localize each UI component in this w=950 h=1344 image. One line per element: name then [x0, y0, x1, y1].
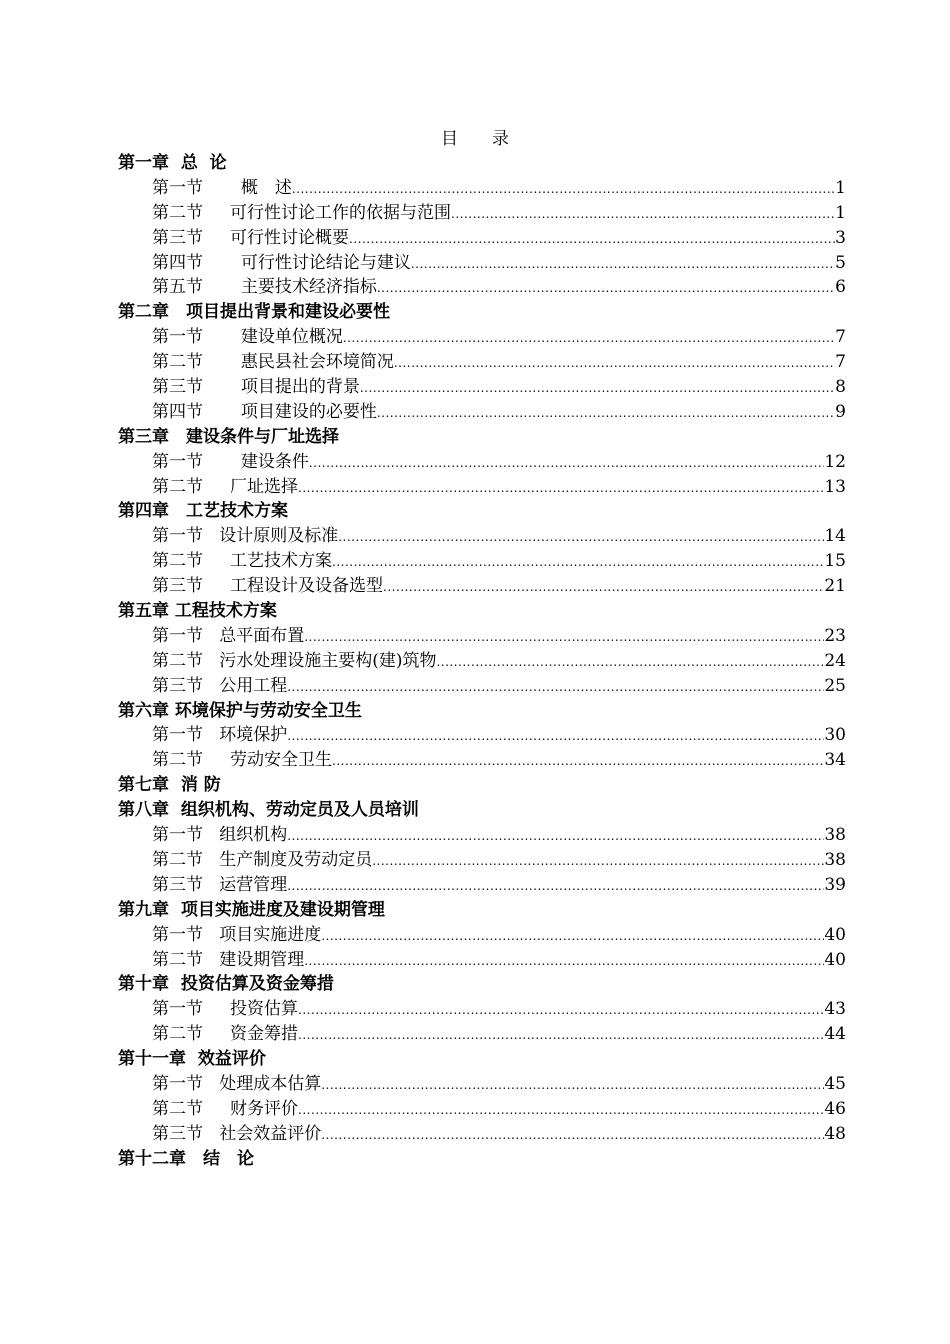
page-number: 48: [824, 1123, 846, 1144]
dot-leader: [436, 650, 824, 675]
section-title: 建设条件: [240, 451, 309, 472]
dot-leader: [332, 550, 824, 575]
dot-leader: [321, 1123, 824, 1148]
page-number: 14: [824, 526, 846, 547]
section-number: 第一节: [152, 999, 231, 1020]
dot-leader: [377, 401, 835, 426]
section-title: 总平面布置: [219, 625, 305, 646]
section-number: 第一节: [152, 825, 220, 846]
dot-leader: [287, 874, 824, 899]
page-number: 40: [824, 924, 846, 945]
toc-section-entry: [118, 350, 846, 375]
page-number: 15: [824, 551, 846, 572]
toc-section-entry: [118, 475, 846, 500]
section-title: 财务评价: [230, 1098, 299, 1119]
toc-section-entry: [118, 948, 846, 973]
toc-chapter-heading: 第九章 项目实施进度及建设期管理: [118, 899, 385, 920]
toc-section-entry: [118, 1122, 846, 1147]
toc-section-entry: [118, 997, 846, 1022]
toc-chapter-heading: 第十二章 结 论: [118, 1148, 254, 1169]
section-number: 第三节: [152, 227, 231, 248]
page-number: 44: [824, 1024, 846, 1045]
page-number: 43: [824, 999, 846, 1020]
section-number: 第二节: [152, 849, 220, 870]
toc-chapter-heading: 第六章 环境保护与劳动安全卫生: [118, 700, 362, 721]
dot-leader: [309, 451, 825, 476]
section-number: 第五节: [152, 277, 241, 298]
section-title: 建设期管理: [219, 949, 305, 970]
page-number: 7: [835, 327, 846, 348]
section-title: 概 述: [240, 177, 292, 198]
dot-leader: [338, 525, 824, 550]
section-number: 第四节: [152, 252, 241, 273]
toc-section-entry: [118, 1072, 846, 1097]
section-title: 项目实施进度: [219, 924, 322, 945]
dot-leader: [287, 824, 824, 849]
toc-section-entry: [118, 275, 846, 300]
dot-leader: [321, 924, 824, 949]
toc-section-entry: [118, 723, 846, 748]
toc-section-entry: [118, 1022, 846, 1047]
section-number: 第三节: [152, 874, 220, 895]
section-number: 第一节: [152, 924, 220, 945]
dot-leader: [411, 252, 835, 277]
section-title: 投资估算: [230, 999, 299, 1020]
section-number: 第二节: [152, 551, 231, 572]
section-number: 第三节: [152, 675, 220, 696]
section-title: 污水处理设施主要构(建)筑物: [219, 650, 437, 671]
section-number: 第二节: [152, 352, 241, 373]
toc-section-entry: [118, 923, 846, 948]
page-number: 8: [835, 377, 846, 398]
toc-chapter-heading: 第四章 工艺技术方案: [118, 501, 288, 522]
section-number: 第二节: [152, 202, 231, 223]
section-title: 公用工程: [219, 675, 288, 696]
toc-chapter-heading: 第七章 消 防: [118, 775, 221, 796]
section-number: 第一节: [152, 451, 241, 472]
toc-chapter-heading: 第十一章 效益评价: [118, 1049, 266, 1070]
page-number: 7: [835, 352, 846, 373]
section-number: 第一节: [152, 625, 220, 646]
dot-leader: [298, 1098, 824, 1123]
section-title: 运营管理: [219, 874, 288, 895]
dot-leader: [298, 476, 824, 501]
section-number: 第一节: [152, 327, 241, 348]
section-number: 第二节: [152, 650, 220, 671]
page-number: 24: [824, 650, 846, 671]
page-number: 38: [824, 849, 846, 870]
section-number: 第二节: [152, 1024, 231, 1045]
section-number: 第一节: [152, 177, 241, 198]
toc-section-entry: [118, 848, 846, 873]
page-number: 1: [835, 177, 846, 198]
toc-section-entry: [118, 823, 846, 848]
dot-leader: [292, 177, 835, 202]
dot-leader: [451, 202, 835, 227]
section-number: 第二节: [152, 949, 220, 970]
section-title: 资金筹措: [230, 1024, 299, 1045]
section-title: 厂址选择: [230, 476, 299, 497]
toc-section-entry: [118, 251, 846, 276]
dot-leader: [332, 749, 824, 774]
section-number: 第二节: [152, 1098, 231, 1119]
section-number: 第三节: [152, 377, 241, 398]
section-number: 第四节: [152, 401, 241, 422]
section-title: 可行性讨论结论与建议: [240, 252, 411, 273]
page-number: 30: [824, 725, 846, 746]
section-title: 生产制度及劳动定员: [219, 849, 373, 870]
toc-section-entry: [118, 574, 846, 599]
page-number: 9: [835, 401, 846, 422]
section-number: 第二节: [152, 476, 231, 497]
dot-leader: [360, 376, 835, 401]
dot-leader: [349, 227, 835, 252]
dot-leader: [304, 625, 824, 650]
dot-leader: [287, 675, 824, 700]
page-number: 39: [824, 874, 846, 895]
table-of-contents: [118, 151, 846, 1172]
toc-section-entry: [118, 375, 846, 400]
section-title: 建设单位概况: [240, 327, 343, 348]
toc-section-entry: [118, 176, 846, 201]
dot-leader: [321, 1073, 824, 1098]
page-number: 40: [824, 949, 846, 970]
page-number: 13: [824, 476, 846, 497]
section-number: 第三节: [152, 1123, 220, 1144]
section-title: 项目建设的必要性: [240, 401, 377, 422]
toc-section-entry: [118, 873, 846, 898]
dot-leader: [372, 849, 824, 874]
section-title: 可行性讨论工作的依据与范围: [230, 202, 452, 223]
dot-leader: [343, 326, 835, 351]
page-number: 6: [835, 277, 846, 298]
section-title: 主要技术经济指标: [240, 277, 377, 298]
toc-section-entry: [118, 549, 846, 574]
page-number: 21: [824, 576, 846, 597]
page-number: 3: [835, 227, 846, 248]
toc-section-entry: [118, 325, 846, 350]
section-title: 惠民县社会环境简况: [240, 352, 394, 373]
section-title: 社会效益评价: [219, 1123, 322, 1144]
toc-chapter-heading: 第八章 组织机构、劳动定员及人员培训: [118, 800, 419, 821]
toc-section-entry: [118, 649, 846, 674]
section-title: 工艺技术方案: [230, 551, 333, 572]
page-number: 12: [824, 451, 846, 472]
page-number: 23: [824, 625, 846, 646]
page-number: 25: [824, 675, 846, 696]
page-number: 38: [824, 825, 846, 846]
section-title: 环境保护: [219, 725, 288, 746]
dot-leader: [383, 575, 824, 600]
dot-leader: [304, 949, 824, 974]
toc-section-entry: [118, 624, 846, 649]
toc-chapter-heading: 第五章 工程技术方案: [118, 601, 277, 622]
section-title: 劳动安全卫生: [230, 750, 333, 771]
toc-section-entry: [118, 674, 846, 699]
dot-leader: [298, 998, 824, 1023]
section-number: 第一节: [152, 1073, 220, 1094]
dot-leader: [298, 1023, 824, 1048]
page-number: 46: [824, 1098, 846, 1119]
toc-section-entry: [118, 400, 846, 425]
section-title: 工程设计及设备选型: [230, 576, 384, 597]
toc-section-entry: [118, 524, 846, 549]
toc-section-entry: [118, 201, 846, 226]
section-number: 第三节: [152, 576, 231, 597]
toc-chapter-heading: 第十章 投资估算及资金筹措: [118, 974, 334, 995]
toc-section-entry: [118, 226, 846, 251]
section-title: 设计原则及标准: [219, 526, 339, 547]
toc-chapter-heading: 第一章 总 论: [118, 153, 227, 173]
toc-section-entry: [118, 1097, 846, 1122]
page-number: 5: [835, 252, 846, 273]
toc-section-entry: [118, 450, 846, 475]
section-title: 组织机构: [219, 825, 288, 846]
section-title: 可行性讨论概要: [230, 227, 350, 248]
section-title: 处理成本估算: [219, 1073, 322, 1094]
section-number: 第一节: [152, 526, 220, 547]
toc-section-entry: [118, 748, 846, 773]
page-number: 45: [824, 1073, 846, 1094]
section-number: 第二节: [152, 750, 231, 771]
dot-leader: [394, 351, 835, 376]
toc-chapter-heading: 第二章 项目提出背景和建设必要性: [118, 302, 390, 323]
page-number: 1: [835, 202, 846, 223]
section-title: 项目提出的背景: [240, 377, 360, 398]
section-number: 第一节: [152, 725, 220, 746]
page-number: 34: [824, 750, 846, 771]
toc-title: 目 录: [441, 129, 509, 149]
dot-leader: [287, 724, 824, 749]
toc-chapter-heading: 第三章 建设条件与厂址选择: [118, 426, 339, 447]
dot-leader: [377, 276, 835, 301]
